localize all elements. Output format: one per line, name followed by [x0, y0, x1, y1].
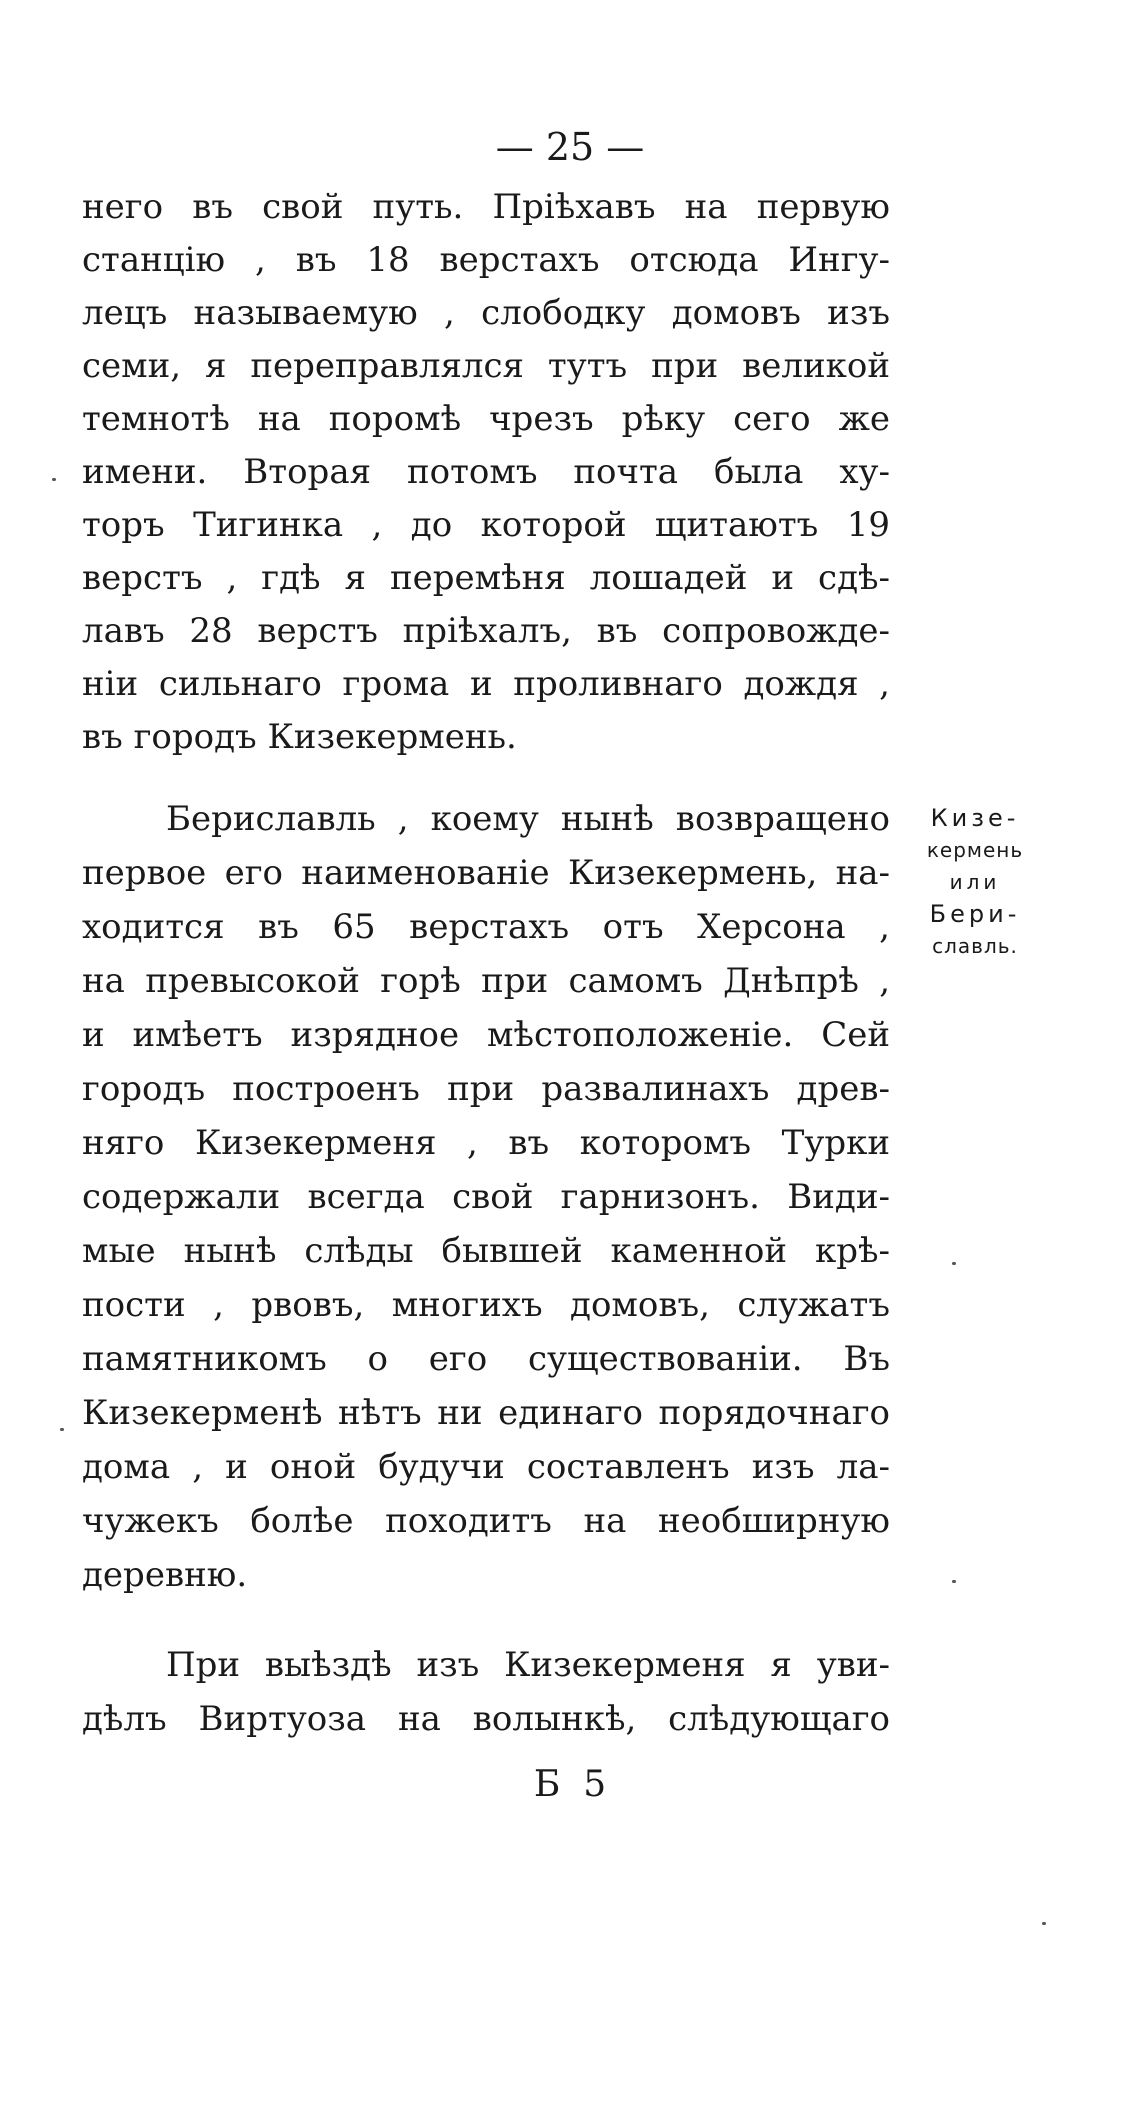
text-line: и имѣетъ изрядное мѣстоположеніе. Сей	[82, 1015, 890, 1055]
text-line: Кизекерменѣ нѣтъ ни единаго порядочнаго	[82, 1393, 890, 1433]
print-speck	[952, 1262, 956, 1265]
text-line: ходится въ 65 верстахъ отъ Херсона ,	[82, 907, 890, 947]
text-line: лецъ называемую , слободку домовъ изъ	[82, 293, 890, 333]
text-line: лавъ 28 верстъ пріѣхалъ, въ сопровожде-	[82, 611, 890, 651]
text-line: деревню.	[82, 1555, 248, 1595]
text-line: ніи сильнаго грома и проливнаго дождя ,	[82, 664, 890, 704]
marginal-note-line: или	[949, 870, 1001, 894]
marginal-note-line: кермень	[926, 838, 1024, 862]
print-speck	[952, 1580, 956, 1583]
text-line: первое его наименованіе Кизекермень, на-	[82, 853, 890, 893]
text-line: имени. Вторая потомъ почта была ху-	[82, 452, 890, 492]
text-line: верстъ , гдѣ я перемѣня лошадей и сдѣ-	[82, 558, 890, 598]
text-line: няго Кизекерменя , въ которомъ Турки	[82, 1123, 890, 1163]
text-line: памятникомъ о его существованіи. Въ	[82, 1339, 890, 1379]
signature-mark: Б 5	[533, 1764, 607, 1805]
marginal-note	[900, 802, 1050, 962]
marginal-note-line: Кизе-	[930, 804, 1020, 832]
print-speck	[52, 478, 56, 481]
text-line: мые нынѣ слѣды бывшей каменной крѣ-	[82, 1231, 890, 1271]
text-line: темнотѣ на поромѣ чрезъ рѣку сего же	[82, 399, 890, 439]
text-line: содержали всегда свой гарнизонъ. Види-	[82, 1177, 890, 1217]
text-line: торъ Тигинка , до которой щитаютъ 19	[82, 505, 890, 545]
text-line: При выѣздѣ изъ Кизекерменя я уви-	[166, 1645, 890, 1685]
text-line: него въ свой путь. Пріѣхавъ на первую	[82, 187, 890, 227]
text-line: Бериславль , коему нынѣ возвращено	[166, 799, 890, 839]
print-speck	[60, 1428, 64, 1431]
text-line: чужекъ болѣе походитъ на необширную	[82, 1501, 890, 1541]
text-line: въ городъ Кизекермень.	[82, 717, 517, 757]
text-line: дѣлъ Виртуоза на волынкѣ, слѣдующаго	[82, 1699, 890, 1739]
page-number: — 25 —	[495, 125, 645, 169]
text-line: дома , и оной будучи составленъ изъ ла-	[82, 1447, 890, 1487]
marginal-note-line: славль.	[932, 934, 1018, 958]
text-line: городъ построенъ при развалинахъ древ-	[82, 1069, 890, 1109]
print-speck	[1042, 1922, 1046, 1925]
text-line: пости , рвовъ, многихъ домовъ, служатъ	[82, 1285, 890, 1325]
text-line: станцію , въ 18 верстахъ отсюда Ингу-	[82, 240, 890, 280]
marginal-note-line: Бери-	[929, 900, 1021, 928]
text-line: на превысокой горѣ при самомъ Днѣпрѣ ,	[82, 961, 890, 1001]
text-line: семи, я переправлялся тутъ при великой	[82, 346, 890, 386]
